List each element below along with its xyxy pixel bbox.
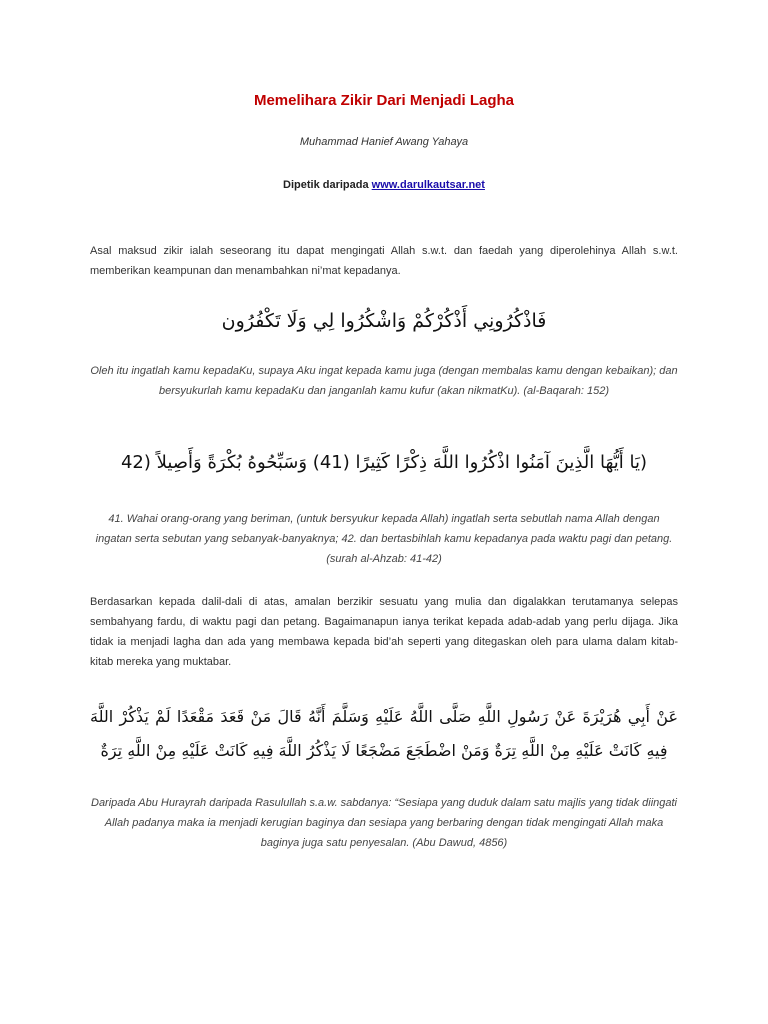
source-line bbox=[90, 179, 678, 191]
source-link[interactable]: www.darulkautsar.net bbox=[371, 179, 485, 191]
source-prefix: Dipetik daripada bbox=[283, 179, 372, 191]
translation-ahzab: 41. Wahai orang-orang yang beriman, (untuk bersyukur kepada Allah) ingatlah serta sebutlah nama Allah dengan ingatan serta sebutan yang sebanyak-banyaknya; 42. dan bertasbihlah kamu kepadanya pada waktu pagi dan petang. (surah al-Ahzab: 41-42) bbox=[95, 513, 673, 565]
paragraph-intro: Asal maksud zikir ialah seseorang itu dapat mengingati Allah s.w.t. dan faedah yang diperolehinya Allah s.w.t. memberikan keampunan dan menambahkan ni’mat kepadanya. bbox=[90, 245, 678, 277]
author-name: Muhammad Hanief Awang Yahaya bbox=[299, 136, 469, 148]
translation-hadith: Daripada Abu Hurayrah daripada Rasulullah s.a.w. sabdanya: “Sesiapa yang duduk dalam satu majlis yang tidak diingati Allah padanya maka ia menjadi kerugian baginya dan sesiapa yang berbaring dengan tidak mengingati Allah maka baginya juga satu penyesalan. (Abu Dawud, 4856) bbox=[91, 797, 677, 849]
document-title: Memelihara Zikir Dari Menjadi Lagha bbox=[253, 92, 515, 109]
arabic-hadith: عَنْ أَبِي هُرَيْرَةَ عَنْ رَسُولِ اللَّهِ صَلَّى اللَّهُ عَلَيْهِ وَسَلَّمَ أَنَّهُ قَالَ مَنْ قَعَدَ مَقْعَدًا لَمْ يَذْكُرْ اللَّهَ فِيهِ كَانَتْ عَلَيْهِ مِنْ اللَّهِ تِرَةٌ وَمَنْ اضْطَجَعَ مَضْجَعًا لَا يَذْكُرُ اللَّهَ فِيهِ كَانَتْ عَلَيْهِ مِنْ اللَّهِ تِرَةٌ bbox=[90, 707, 678, 760]
paragraph-dalil: Berdasarkan kepada dalil-dali di atas, amalan berzikir sesuatu yang mulia dan digalakkan terutamanya selepas sembahyang fardu, di waktu pagi dan petang. Bagaimanapun ianya terikat kepada adab-adab yang perlu dijaga. Jika tidak ia menjadi lagha dan ada yang membawa kepada bid’ah seperti yang ditegaskan oleh para ulama dalam kitab-kitab mereka yang muktabar. bbox=[90, 596, 678, 668]
arabic-verse-ahzab: (يَا أَيُّهَا الَّذِينَ آمَنُوا اذْكُرُوا اللَّهَ ذِكْرًا كَثِيرًا (41) وَسَبِّحُوهُ بُكْرَةً وَأَصِيلاً (42 bbox=[120, 452, 648, 473]
translation-baqarah: Oleh itu ingatlah kamu kepadaKu, supaya Aku ingat kepada kamu juga (dengan membalas kamu dengan kebaikan); dan bersyukurlah kamu kepadaKu dan janganlah kamu kufur (akan nikmatKu). (al-Baqarah: 152) bbox=[90, 365, 678, 397]
arabic-verse-baqarah: فَاذْكُرُونِي أَذْكُرْكُمْ وَاشْكُرُوا لِي وَلَا تَكْفُرُون bbox=[221, 310, 547, 332]
